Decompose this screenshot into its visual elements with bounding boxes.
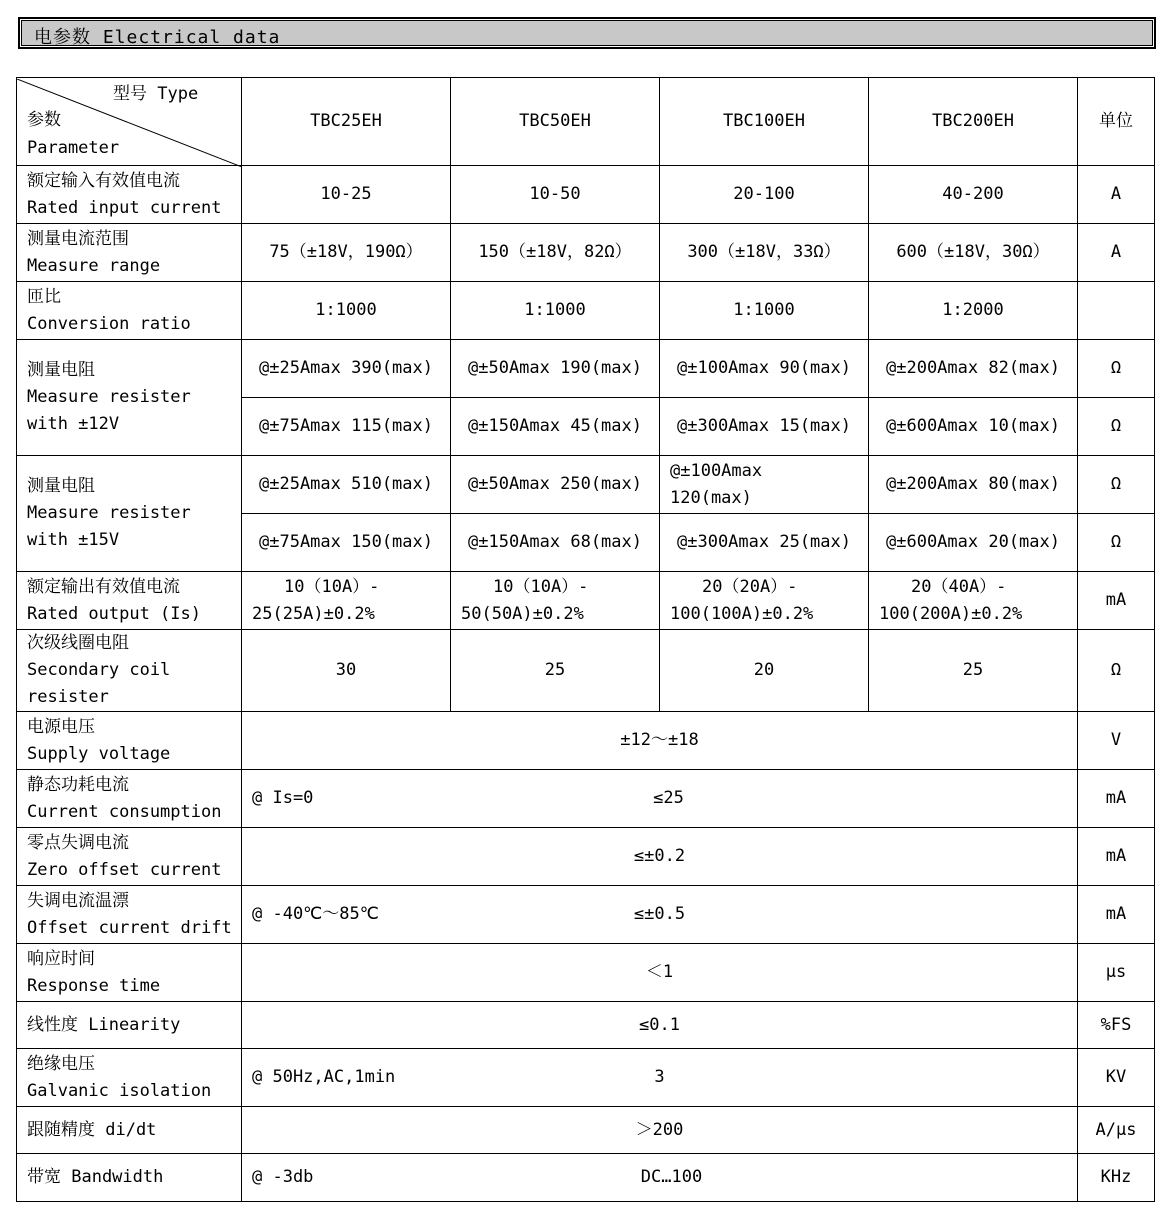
- merged-value-cell: ±12～±18: [242, 712, 1078, 770]
- param-zh: 绝缘电压: [27, 1053, 95, 1074]
- value-cell: 1:1000: [451, 282, 660, 340]
- value-cell: @±150Amax 68(max): [451, 514, 660, 572]
- model-header: TBC25EH: [242, 78, 451, 166]
- condition-text: @ -40℃～85℃: [252, 904, 379, 924]
- param-zh: 响应时间: [27, 948, 95, 969]
- unit-cell: mA: [1078, 828, 1155, 886]
- unit-cell: Ω: [1078, 630, 1155, 712]
- table-row: [17, 770, 1155, 828]
- table-row: [17, 340, 1155, 398]
- table-row: [17, 1107, 1155, 1154]
- param-cell: 带宽 Bandwidth: [17, 1154, 242, 1202]
- param-cell: 线性度 Linearity: [17, 1002, 242, 1049]
- table-row: [17, 944, 1155, 1002]
- condition-text: @ 50Hz,AC,1min: [252, 1067, 396, 1087]
- value-cell: 75（±18V，190Ω）: [242, 224, 451, 282]
- param-cell: 跟随精度 di/dt: [17, 1107, 242, 1154]
- value-text: 3: [654, 1067, 665, 1087]
- value-cell: 20: [660, 630, 869, 712]
- unit-cell: Ω: [1078, 456, 1155, 514]
- param-cell: [17, 944, 242, 1002]
- value-line: 25(25A)±0.2%: [252, 603, 375, 624]
- unit-cell: A: [1078, 224, 1155, 282]
- param-en: Offset current drift: [27, 917, 232, 938]
- value-text: DC…100: [640, 1167, 703, 1187]
- param-en: Rated input current: [27, 197, 222, 218]
- table-row: [17, 572, 1155, 630]
- param-en: Zero offset current: [27, 859, 222, 880]
- param-cell: [17, 828, 242, 886]
- unit-cell: [1078, 282, 1155, 340]
- unit-cell: Ω: [1078, 514, 1155, 572]
- unit-cell: KV: [1078, 1049, 1155, 1107]
- value-cell: @±300Amax 25(max): [660, 514, 869, 572]
- value-cell: 1:2000: [869, 282, 1078, 340]
- value-cell: 600（±18V，30Ω）: [869, 224, 1078, 282]
- value-line: 10（10A）-: [284, 576, 380, 597]
- merged-value-cell: ＜1: [242, 944, 1078, 1002]
- table-row: [17, 712, 1155, 770]
- table-row: [17, 630, 1155, 712]
- table-row: [17, 1154, 1155, 1202]
- param-cell: [17, 456, 242, 572]
- model-header: TBC50EH: [451, 78, 660, 166]
- value-cell: @±25Amax 390(max): [242, 340, 451, 398]
- value-cell: 10-25: [242, 166, 451, 224]
- value-cell: @±300Amax 15(max): [660, 398, 869, 456]
- param-en: Conversion ratio: [27, 313, 191, 334]
- value-cell: @±200Amax 82(max): [869, 340, 1078, 398]
- param-zh: 静态功耗电流: [27, 774, 129, 795]
- value-text: ≤±0.5: [633, 904, 686, 924]
- type-label: 型号 Type: [113, 83, 199, 104]
- value-cell: 20-100: [660, 166, 869, 224]
- param-label-en: Parameter: [27, 137, 120, 158]
- condition-text: @ -3db: [252, 1167, 314, 1187]
- value-cell: @±600Amax 10(max): [869, 398, 1078, 456]
- value-line: 20（20A）-: [702, 576, 798, 597]
- param-en: Galvanic isolation: [27, 1080, 212, 1101]
- param-en: Supply voltage: [27, 743, 171, 764]
- param-cell: [17, 770, 242, 828]
- value-cell: @±50Amax 190(max): [451, 340, 660, 398]
- value-cell: [660, 456, 869, 514]
- param-en: Response time: [27, 975, 161, 996]
- value-cell: 300（±18V，33Ω）: [660, 224, 869, 282]
- value-cell: 150（±18V，82Ω）: [451, 224, 660, 282]
- merged-value-cell: [242, 770, 1078, 828]
- value-line: 120(max): [670, 487, 752, 508]
- param-zh: 测量电阻: [27, 476, 95, 496]
- merged-value-cell: [242, 1049, 1078, 1107]
- model-header: TBC100EH: [660, 78, 869, 166]
- param-cell: [17, 630, 242, 712]
- param-en: Measure resister: [27, 387, 191, 407]
- value-cell: @±200Amax 80(max): [869, 456, 1078, 514]
- header-row: [17, 78, 1155, 166]
- param-cell: [17, 712, 242, 770]
- unit-cell: mA: [1078, 886, 1155, 944]
- param-zh: 失调电流温漂: [27, 890, 129, 911]
- value-line: @±100Amax: [670, 460, 763, 481]
- value-cell: 25: [451, 630, 660, 712]
- value-line: 10（10A）-: [493, 576, 589, 597]
- param-en: with ±12V: [27, 414, 120, 434]
- param-cell: [17, 224, 242, 282]
- merged-value-cell: ≤±0.2: [242, 828, 1078, 886]
- table-row: [17, 456, 1155, 514]
- value-cell: [451, 572, 660, 630]
- value-cell: @±75Amax 115(max): [242, 398, 451, 456]
- value-cell: [869, 572, 1078, 630]
- param-zh: 电源电压: [27, 716, 95, 737]
- unit-cell: %FS: [1078, 1002, 1155, 1049]
- merged-value-cell: [242, 886, 1078, 944]
- electrical-data-table: [16, 77, 1155, 1202]
- param-en: with ±15V: [27, 530, 120, 550]
- table-row: [17, 166, 1155, 224]
- param-zh: 额定输出有效值电流: [27, 576, 180, 597]
- merged-value-cell: ＞200: [242, 1107, 1078, 1154]
- merged-value-cell: ≤0.1: [242, 1002, 1078, 1049]
- table-row: [17, 886, 1155, 944]
- unit-header: 单位: [1078, 78, 1155, 166]
- table-row: [17, 1049, 1155, 1107]
- value-line: 50(50A)±0.2%: [461, 603, 584, 624]
- value-cell: 10-50: [451, 166, 660, 224]
- section-title: 电参数 Electrical data: [34, 27, 281, 48]
- table-row: [17, 282, 1155, 340]
- param-zh: 匝比: [27, 286, 61, 307]
- param-zh: 测量电阻: [27, 360, 95, 380]
- value-cell: @±75Amax 150(max): [242, 514, 451, 572]
- unit-cell: mA: [1078, 770, 1155, 828]
- param-en: Current consumption: [27, 801, 222, 822]
- param-zh: 测量电流范围: [27, 228, 129, 249]
- value-cell: 25: [869, 630, 1078, 712]
- unit-cell: A: [1078, 166, 1155, 224]
- value-line: 100(200A)±0.2%: [879, 603, 1023, 624]
- condition-text: @ Is=0: [252, 788, 314, 808]
- param-zh: 次级线圈电阻: [27, 633, 129, 653]
- header-diagonal-cell: [17, 78, 242, 166]
- table-row: [17, 1002, 1155, 1049]
- unit-cell: KHz: [1078, 1154, 1155, 1202]
- unit-cell: V: [1078, 712, 1155, 770]
- value-cell: [660, 572, 869, 630]
- value-cell: @±150Amax 45(max): [451, 398, 660, 456]
- value-cell: @±25Amax 510(max): [242, 456, 451, 514]
- param-en: Measure range: [27, 255, 161, 276]
- value-cell: 1:1000: [660, 282, 869, 340]
- param-cell: [17, 340, 242, 456]
- value-cell: @±50Amax 250(max): [451, 456, 660, 514]
- value-cell: @±600Amax 20(max): [869, 514, 1078, 572]
- unit-cell: Ω: [1078, 398, 1155, 456]
- unit-cell: A/μs: [1078, 1107, 1155, 1154]
- param-cell: [17, 282, 242, 340]
- value-cell: 40-200: [869, 166, 1078, 224]
- value-cell: 30: [242, 630, 451, 712]
- param-en: Secondary coil: [27, 660, 171, 680]
- model-header: TBC200EH: [869, 78, 1078, 166]
- param-zh: 额定输入有效值电流: [27, 170, 180, 191]
- merged-value-cell: [242, 1154, 1078, 1202]
- table-row: [17, 828, 1155, 886]
- value-cell: @±100Amax 90(max): [660, 340, 869, 398]
- unit-cell: mA: [1078, 572, 1155, 630]
- param-cell: [17, 572, 242, 630]
- param-cell: [17, 166, 242, 224]
- param-en: resister: [27, 687, 109, 707]
- value-line: 20（40A）-: [911, 576, 1007, 597]
- value-cell: [242, 572, 451, 630]
- table-row: [17, 224, 1155, 282]
- param-cell: [17, 886, 242, 944]
- unit-cell: μs: [1078, 944, 1155, 1002]
- value-cell: 1:1000: [242, 282, 451, 340]
- param-cell: [17, 1049, 242, 1107]
- value-text: ≤25: [653, 788, 684, 808]
- param-en: Measure resister: [27, 503, 191, 523]
- param-zh: 零点失调电流: [27, 832, 129, 853]
- unit-cell: Ω: [1078, 340, 1155, 398]
- param-en: Rated output (Is): [27, 603, 201, 624]
- param-label-zh: 参数: [27, 109, 61, 130]
- value-line: 100(100A)±0.2%: [670, 603, 814, 624]
- section-title-bar: [18, 17, 1156, 49]
